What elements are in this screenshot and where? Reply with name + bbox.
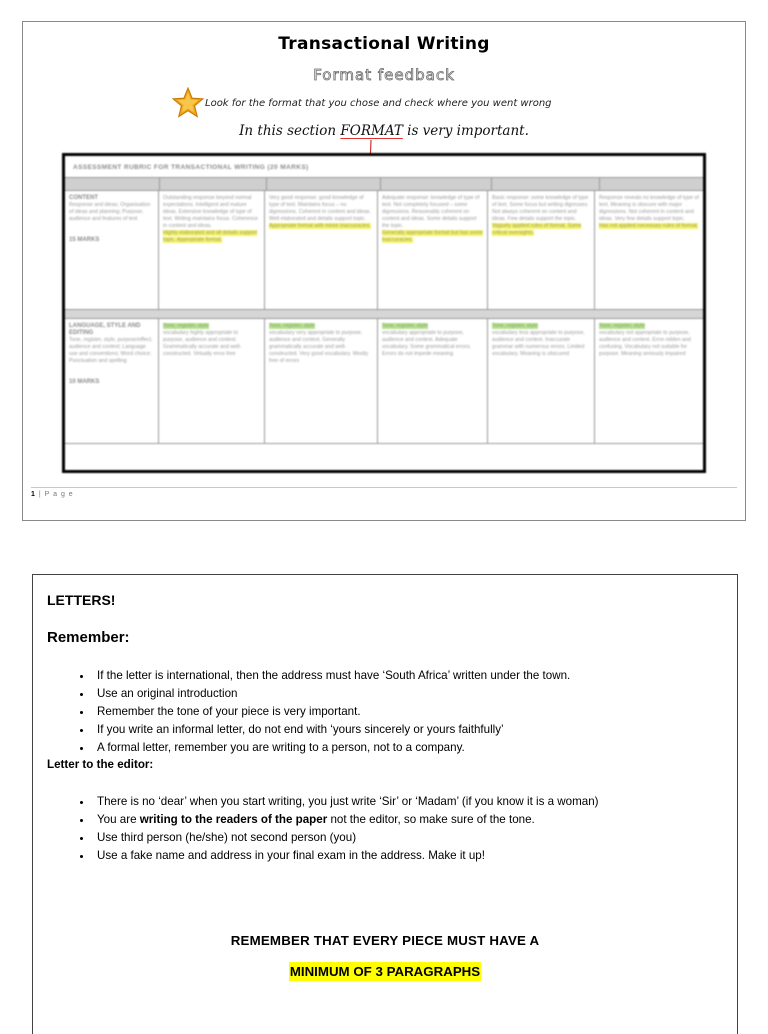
minimum-paragraphs-note [33, 964, 737, 979]
list-item: • A formal letter, remember you are writing to a person, not to a company. [93, 739, 570, 757]
rubric-header-bar [65, 178, 703, 191]
rubric-heading: ASSESSMENT RUBRIC FOR TRANSACTIONAL WRITING (20 MARKS) [65, 156, 703, 178]
rubric-cell-text: Very good response: good knowledge of type of text. Maintains focus – no digressions. Coherent in content and ideas. Well elaborated and details support topic. [269, 195, 371, 222]
list-item: • Use an original introduction [93, 685, 570, 703]
rubric-cell-text: Basic response: some knowledge of type of text. Some focus but writing digresses. Not always coherent on content and ideas. Few details support the topic. [492, 195, 589, 222]
star-icon [171, 86, 205, 120]
language-label: LANGUAGE, STYLE AND EDITING [69, 323, 141, 336]
assessment-rubric-table [62, 153, 706, 473]
language-desc: Tone, register, style, purpose/effect, audience and context; Language use and conventions; Word choice; Punctuation and spelling [69, 337, 153, 364]
format-note [23, 123, 745, 139]
rubric-highlight: Tone, register, style [382, 323, 428, 329]
document-page-1 [22, 21, 746, 521]
rubric-cell-text: vocabulary appropriate to purpose, audience and context. Adequate vocabulary. Some grammatical errors. Errors do not impede meaning [382, 330, 472, 357]
rubric-divider [65, 310, 703, 319]
star-note [171, 88, 552, 118]
page-footer-label: | P a g e [38, 491, 74, 498]
rubric-highlight: Appropriate format with minor inaccuracies. [269, 223, 371, 229]
list-item-text: You are [97, 813, 140, 826]
every-piece-note: REMEMBER THAT EVERY PIECE MUST HAVE A [230, 933, 540, 948]
rubric-cell [488, 319, 595, 443]
rubric-highlight: Tone, register, style [269, 323, 315, 329]
rubric-language-row [65, 319, 703, 444]
list-item: • If you write an informal letter, do not end with ‘yours sincerely or yours faithfully’ [93, 721, 570, 739]
language-marks: 10 MARKS [69, 379, 100, 385]
page-title: Transactional Writing [278, 34, 490, 54]
rubric-cell [488, 191, 595, 309]
rubric-cell-text: Adequate response: knowledge of type of text. Not completely focused – some digressions. Reasonably coherent on content and ideas. Some details support the topic. [382, 195, 480, 229]
list-item: • Use a fake name and address in your final exam in the address. Make it up! [93, 847, 599, 865]
rubric-highlight: Tone, register, style [492, 323, 538, 329]
rubric-cell [159, 319, 265, 443]
editor-heading: Letter to the editor: [47, 758, 154, 771]
rubric-highlight: Tone, register, style [599, 323, 645, 329]
rubric-cell-text: vocabulary highly appropriate to purpose, audience and context. Grammatically accurate and well-constructed. Virtually error-free [163, 330, 242, 357]
rubric-cell [265, 319, 378, 443]
rubric-cell [159, 191, 265, 309]
rubric-row-label [65, 319, 159, 443]
content-marks: 15 MARKS [69, 237, 100, 243]
rubric-cell [595, 319, 703, 443]
rubric-cell [595, 191, 703, 309]
format-note-before: In this section [239, 123, 341, 139]
remember-list [73, 667, 570, 757]
rubric-cell [378, 191, 488, 309]
list-item: • Use third person (he/she) not second person (you) [93, 829, 599, 847]
page-number: 1 [31, 491, 36, 498]
list-item-bold: writing to the readers of the paper [139, 813, 328, 826]
star-note-text: Look for the format that you chose and check where you went wrong [205, 97, 552, 109]
list-item [93, 811, 599, 829]
content-label: CONTENT [69, 195, 98, 201]
rubric-content-row [65, 191, 703, 310]
rubric-highlight: Highly elaborated and all details support topic. Appropriate format. [163, 230, 258, 243]
page-footer [31, 491, 74, 498]
rubric-highlight: Has not applied necessary rules of format. [599, 223, 699, 229]
minimum-highlight: MINIMUM OF 3 PARAGRAPHS [289, 964, 481, 979]
rubric-cell [378, 319, 488, 443]
letters-heading: LETTERS! [47, 592, 116, 608]
rubric-highlight: Generally appropriate format but has some inaccuracies. [382, 230, 483, 243]
rubric-cell [265, 191, 378, 309]
rubric-highlight: Vaguely applied rules of format. Some critical oversights. [492, 223, 582, 236]
rubric-cell-text: vocabulary less appropriate to purpose, audience and context. Inaccurate grammar with numerous errors. Limited vocabulary. Meaning is obscured [492, 330, 585, 357]
list-item-text: not the editor, so make sure of the tone. [327, 813, 535, 826]
rubric-cell-text: Response reveals no knowledge of type of text. Meaning is obscure with major digressions. Not coherent in content and ideas. Very few details support topic. [599, 195, 699, 222]
remember-heading: Remember: [47, 629, 130, 646]
format-note-after: is very important. [402, 123, 529, 139]
list-item: • There is no ‘dear’ when you start writing, you just write ‘Sir’ or ‘Madam’ (if you know it is a woman) [93, 793, 599, 811]
format-note-underlined: FORMAT [340, 123, 403, 139]
rubric-highlight: Tone, register, style [163, 323, 209, 329]
rubric-cell-text: vocabulary very appropriate to purpose, audience and context. Generally grammatically accurate and well-constructed. Very good vocabulary. Mostly free of errors [269, 330, 369, 364]
rubric-cell-text: vocabulary not appropriate to purpose, audience and context. Error-ridden and confusing. Vocabulary not suitable for purpose. Meaning seriously impaired [599, 330, 691, 357]
rubric-row-label [65, 191, 159, 309]
document-page-2 [32, 574, 738, 1034]
rubric-cell-text: Outstanding response beyond normal expectations. Intelligent and mature ideas. Extensive knowledge of type of text. Writing maintains focus. Coherence in content and ideas. [163, 195, 258, 229]
content-desc: Response and ideas; Organisation of ideas and planning; Purpose, audience and features of text [69, 202, 151, 222]
footer-divider [31, 487, 737, 488]
page-subtitle: Format feedback [313, 66, 455, 84]
list-item: • If the letter is international, then the address must have ‘South Africa’ written under the town. [93, 667, 570, 685]
editor-list [73, 793, 599, 865]
list-item: • Remember the tone of your piece is very important. [93, 703, 570, 721]
